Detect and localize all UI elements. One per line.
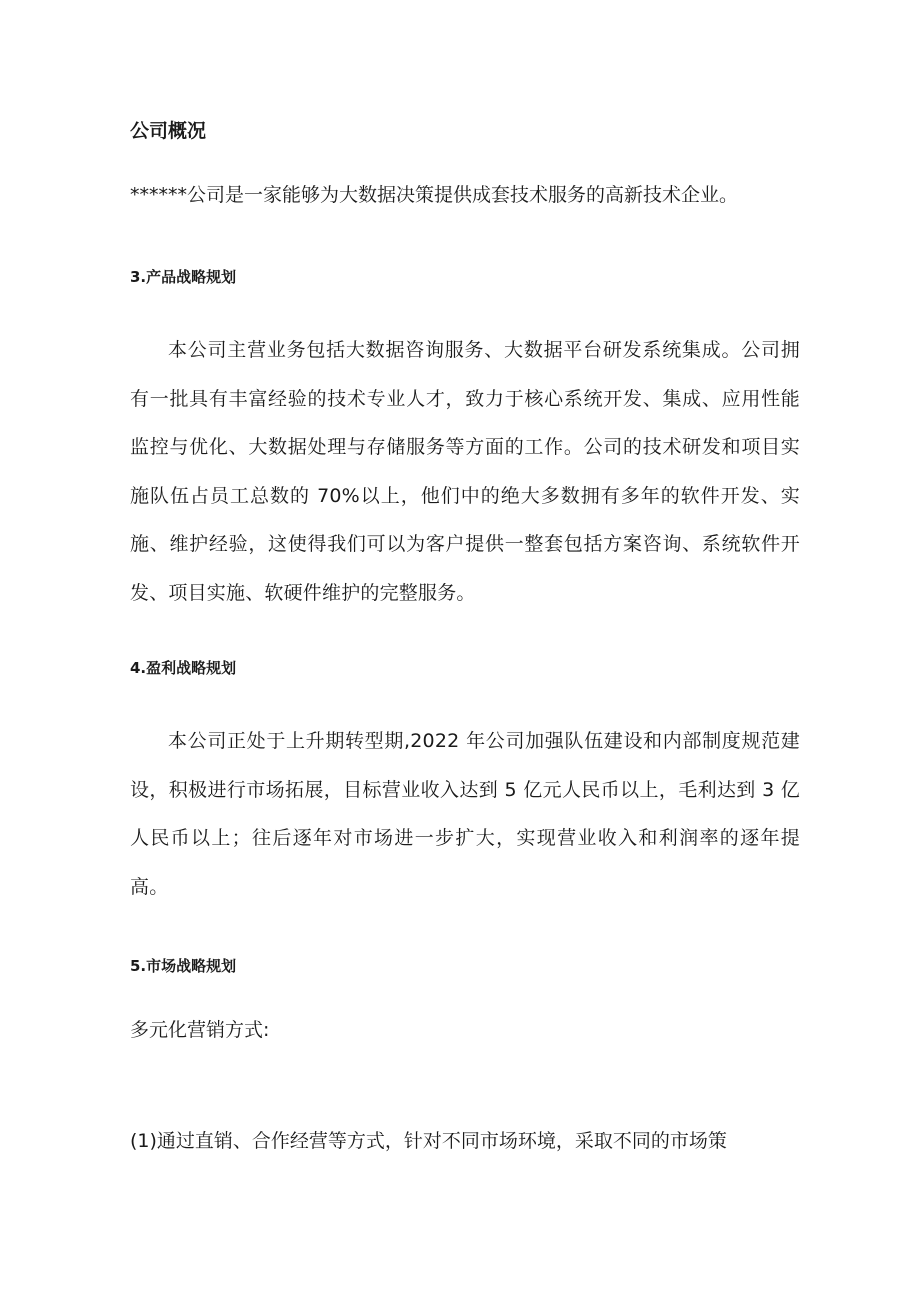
section-heading-market-strategy: 5.市场战略规划 — [130, 957, 237, 975]
market-strategy-line-2: (1)通过直销、合作经营等方式，针对不同市场环境，采取不同的市场策 — [130, 1130, 727, 1152]
section-heading-product-strategy: 3.产品战略规划 — [130, 268, 237, 286]
page-title: 公司概况 — [130, 120, 207, 142]
section-heading-profit-strategy: 4.盈利战略规划 — [130, 659, 237, 677]
section-body-profit-strategy: 本公司正处于上升期转型期,2022 年公司加强队伍建设和内部制度规范建设，积极进行市场拓展，目标营业收入达到 5 亿元人民币以上，毛利达到 3 亿人民币以上；往后逐年对市场进一步扩大，实现营业收入和利润率的逐年提高。 — [130, 730, 800, 898]
company-intro: ******公司是一家能够为大数据决策提供成套技术服务的高新技术企业。 — [130, 184, 739, 206]
section-body-product-strategy: 本公司主营业务包括大数据咨询服务、大数据平台研发系统集成。公司拥有一批具有丰富经验的技术专业人才，致力于核心系统开发、集成、应用性能监控与优化、大数据处理与存储服务等方面的工作。公司的技术研发和项目实施队伍占员工总数的 70%以上，他们中的绝大多数拥有多年的软件开发、实施、维护经验，这使得我们可以为客户提供一整套包括方案咨询、系统软件开发、项目实施、软硬件维护的完整服务。 — [130, 339, 800, 604]
market-strategy-line-1: 多元化营销方式: — [130, 1019, 270, 1041]
